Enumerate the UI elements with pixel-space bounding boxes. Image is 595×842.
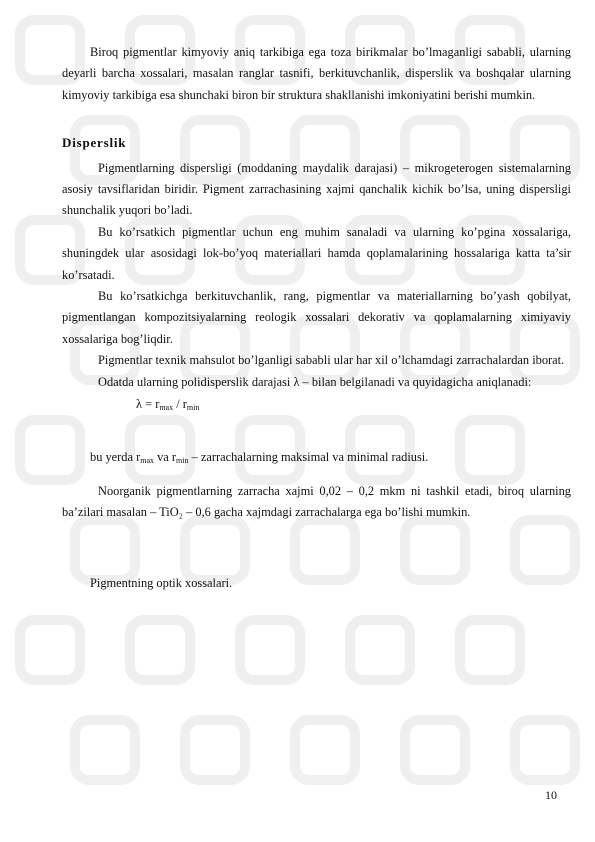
paragraph-intro: Biroq pigmentlar kimyoviy aniq tarkibiga ega toza birikmalar bo’lmaganligi sababli, ularning deyarli barcha xossalari, masalan ranglar tasnifi, berkituvchanlik, disperslik va boshqalar ularning kimyoviy tarkibiga esa shunchaki biron bir struktura shakllanishi imkoniyatini berishi mumkin. bbox=[62, 45, 571, 102]
radius-sub-max: max bbox=[140, 456, 155, 466]
radius-text-after: – zarrachalarning maksimal va minimal radiusi. bbox=[188, 450, 429, 465]
paragraph-radius-explanation bbox=[62, 447, 571, 471]
formula-mid: / r bbox=[173, 397, 187, 412]
formula-lhs: λ = r bbox=[136, 397, 160, 412]
polydispersity-formula bbox=[136, 393, 571, 419]
paragraph-inorganic-size: Noorganik pigmentlarning zarracha xajmi 0,02 – 0,2 mkm ni tashkil etadi, biroq ularning ba’zilari masalan – TiO₂ – 0,6 gacha xajmdagi zarrachalarga ega bo’lishi mumkin. bbox=[62, 483, 571, 519]
page-number: 10 bbox=[545, 788, 557, 802]
paragraph-optical-title: Pigmentning optik xossalari. bbox=[90, 576, 233, 591]
section-heading: Disperslik bbox=[62, 135, 127, 151]
paragraph-technical: Pigmentlar texnik mahsulot bo’lganligi sababli ular har xil o’lchamdagi zarrachalardan iborat. bbox=[98, 353, 565, 368]
paragraph-dependencies: Bu ko’rsatkichga berkituvchanlik, rang, pigmentlar va materiallarning bo’yash qobilyat, pigmentlangan kompozitsiyalarning reologik xossalari dekorativ va qoplamalarning ximiyaviy xossalariga bog’liqdir. bbox=[62, 289, 571, 346]
formula-sub-min: min bbox=[186, 403, 200, 413]
radius-text-before: bu yerda r bbox=[90, 450, 141, 465]
radius-text-mid: va r bbox=[154, 450, 177, 465]
paragraph-importance: Bu ko’rsatkich pigmentlar uchun eng muhim sanaladi va ularning ko’pgina xossalariga, shuningdek ular asosidagi lok-bo’yoq materiallari hamda qoplamalarining hossalariga katta ta’sir ko’rsatadi. bbox=[62, 224, 571, 282]
radius-sub-min: min bbox=[176, 456, 189, 466]
paragraph-definition: Pigmentlarning dispersligi (moddaning maydalik darajasi) – mikrogeterogen sistemalarning asosiy tavsiflaridan biridir. Pigment zarrachasining xajmi qanchalik kichik bo’lsa, uning dispersligi shunchalik yuqori bo’ladi. bbox=[62, 160, 571, 218]
paragraph-polydispersity: Odatda ularning polidisperslik darajasi λ – bilan belgilanadi va quyidagicha aniqlanadi: bbox=[98, 374, 532, 389]
document-page bbox=[62, 42, 571, 595]
formula-sub-max: max bbox=[159, 403, 174, 413]
